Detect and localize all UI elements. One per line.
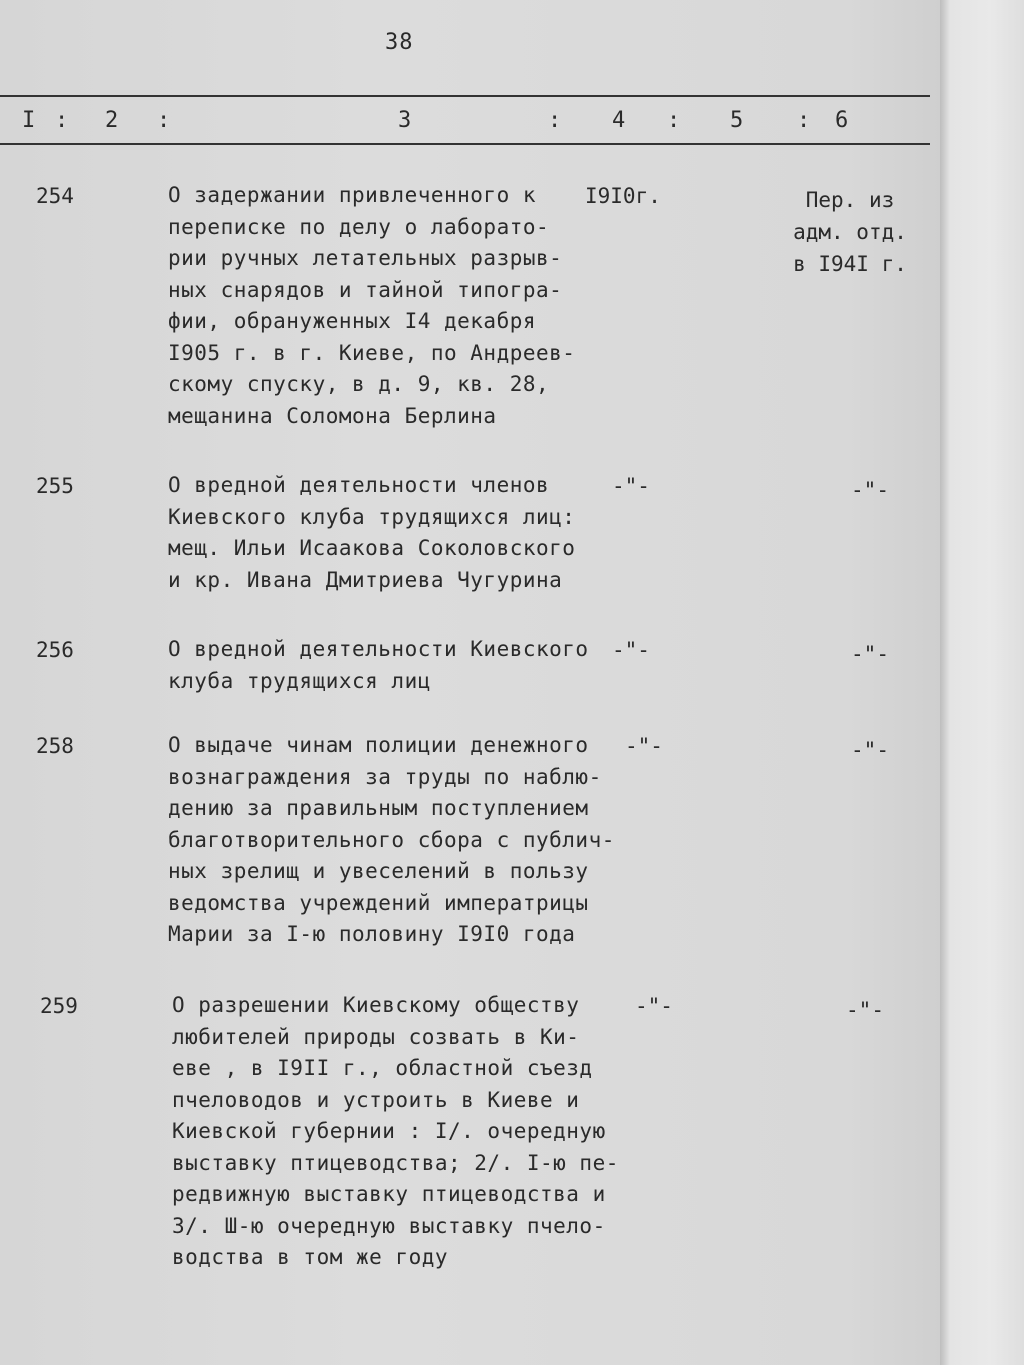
entry-number: 255 [36,474,74,498]
entry-description [168,180,628,432]
entry-note [790,474,950,506]
header-bottom-rule [0,143,930,145]
description-line: О задержании привлеченного к [168,183,537,207]
description-line: 3/. Ш-ю очередную выставку пчело- [172,1213,606,1238]
description-line: вознаграждения за труды по наблю- [168,764,602,789]
description-line: рии ручных летательных разрыв- [168,246,563,270]
note-line: Пер. из [805,188,895,212]
entry-year: I9I0г. [585,184,661,208]
description-line: ных зрелищ и увеселений в пользу [168,859,589,883]
description-line: О разрешении Киевскому обществу [172,993,580,1017]
note-line: в I94I г. [793,252,907,276]
note-line: адм. отд. [793,220,907,244]
entry-note [790,734,950,766]
description-line: О выдаче чинам полиции денежного [168,733,589,757]
description-line: О вредной деятельности Киевского [168,637,589,661]
page-number: 38 [385,30,414,55]
description-line: выставку птицеводства; 2/. I-ю пе- [172,1150,619,1175]
entry-number: 254 [36,184,74,208]
header-col-1: I [22,108,36,133]
description-line: переписке по делу о лаборато- [168,214,550,239]
next-page-edge [940,0,1024,1365]
description-line: клуба трудящихся лиц [168,668,431,693]
note-line: -"- [846,998,884,1022]
header-top-rule [0,95,930,97]
description-line: Киевского клуба трудящихся лиц: [168,504,576,529]
description-line: благотворительного сбора с публич- [168,827,615,852]
description-line: любителей природы созвать в Ки- [172,1024,580,1049]
description-line: скому спуску, в д. 9, кв. 28, [168,372,550,396]
entry-year: -"- [612,638,650,662]
note-line: -"- [851,642,889,666]
entry-number: 258 [36,734,74,758]
header-col-4: 4 [612,108,626,133]
description-line: ных снарядов и тайной типогра- [168,277,563,302]
entry-description [168,634,628,697]
header-separator: : [797,108,811,133]
entry-description [172,990,632,1274]
header-separator: : [667,108,681,133]
description-line: пчеловодов и устроить в Киеве и [172,1087,580,1112]
description-line: О вредной деятельности членов [168,473,550,497]
entry-note [785,994,945,1026]
header-separator: : [548,108,562,133]
entry-year: -"- [625,734,663,758]
entry-note [790,638,950,670]
description-line: Киевской губернии : I/. очередную [172,1119,606,1143]
description-line: мещ. Ильи Исаакова Соколовского [168,536,576,560]
description-line: мещанина Соломона Берлина [168,403,497,428]
description-line: ведомства учреждений императрицы [168,890,589,915]
description-line: редвижную выставку птицеводства и [172,1182,606,1206]
entry-year: -"- [612,474,650,498]
header-col-5: 5 [730,108,744,133]
header-separator: : [157,108,171,133]
entry-year: -"- [635,994,673,1018]
header-col-3: 3 [398,108,412,133]
note-line: -"- [851,738,889,762]
entry-number: 256 [36,638,74,662]
header-col-2: 2 [105,108,119,133]
entry-description [168,470,628,596]
entry-number: 259 [40,994,78,1018]
description-line: водства в том же году [172,1245,449,1269]
description-line: еве , в I9II г., областной съезд [172,1056,593,1080]
description-line: дению за правильным поступлением [168,796,589,820]
description-line: и кр. Ивана Дмитриева Чугурина [168,567,563,592]
description-line: фии, обрануженных I4 декабря [168,309,537,333]
entry-note [770,184,930,280]
header-separator: : [55,108,69,133]
description-line: Марии за I-ю половину I9I0 года [168,922,576,946]
header-col-6: 6 [835,108,849,133]
description-line: I905 г. в г. Киеве, по Андреев- [168,340,576,365]
entry-description [168,730,628,951]
note-line: -"- [851,478,889,502]
